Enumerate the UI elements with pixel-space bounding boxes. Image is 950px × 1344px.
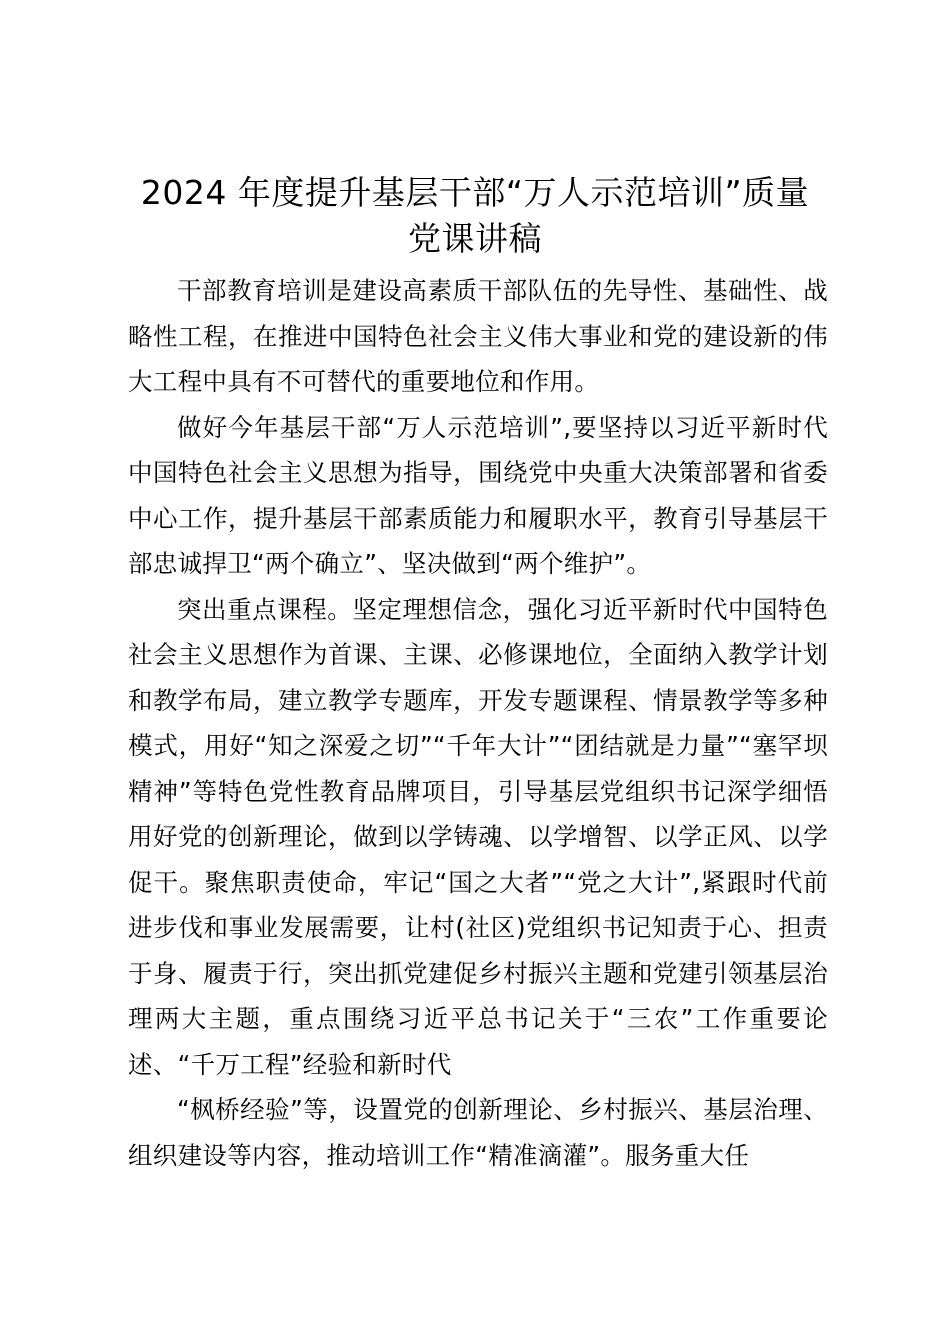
title-line-1: 2024 年度提升基层干部“万人示范培训”质量 (140, 173, 810, 212)
paragraph-4: “枫桥经验”等，设置党的创新理论、乡村振兴、基层治理、组织建设等内容，推动培训工作“精准滴灌”。服务重大任 (128, 1095, 828, 1170)
document-body (128, 268, 828, 1178)
paragraph-3: 突出重点课程。坚定理想信念，强化习近平新时代中国特色社会主义思想作为首课、主课、必修课地位，全面纳入教学计划和教学布局，建立教学专题库，开发专题课程、情景教学等多种模式，用好“知之深爱之切”“千年大计”“团结就是力量”“塞罕坝精神”等特色党性教育品牌项目，引导基层党组织书记深学细悟用好党的创新理论，做到以学铸魂、以学增智、以学正风、以学促干。聚焦职责使命，牢记“国之大者”“党之大计”,紧跟时代前进步伐和事业发展需要，让村(社区)党组织书记知责于心、担责于身、履责于行，突出抓党建促乡村振兴主题和党建引领基层治理两大主题，重点围绕习近平总书记关于“三农”工作重要论述、“千万工程”经验和新时代 (128, 594, 828, 1079)
paragraph-2: 做好今年基层干部“万人示范培训”,要坚持以习近平新时代中国特色社会主义思想为指导，围绕党中央重大决策部署和省委中心工作，提升基层干部素质能力和履职水平，教育引导基层干部忠诚捍卫“两个确立”、坚决做到“两个维护”。 (128, 412, 828, 578)
document-title (110, 170, 840, 262)
paragraph-1: 干部教育培训是建设高素质干部队伍的先导性、基础性、战略性工程，在推进中国特色社会主义伟大事业和党的建设新的伟大工程中具有不可替代的重要地位和作用。 (128, 276, 828, 396)
title-line-2: 党课讲稿 (408, 219, 542, 258)
